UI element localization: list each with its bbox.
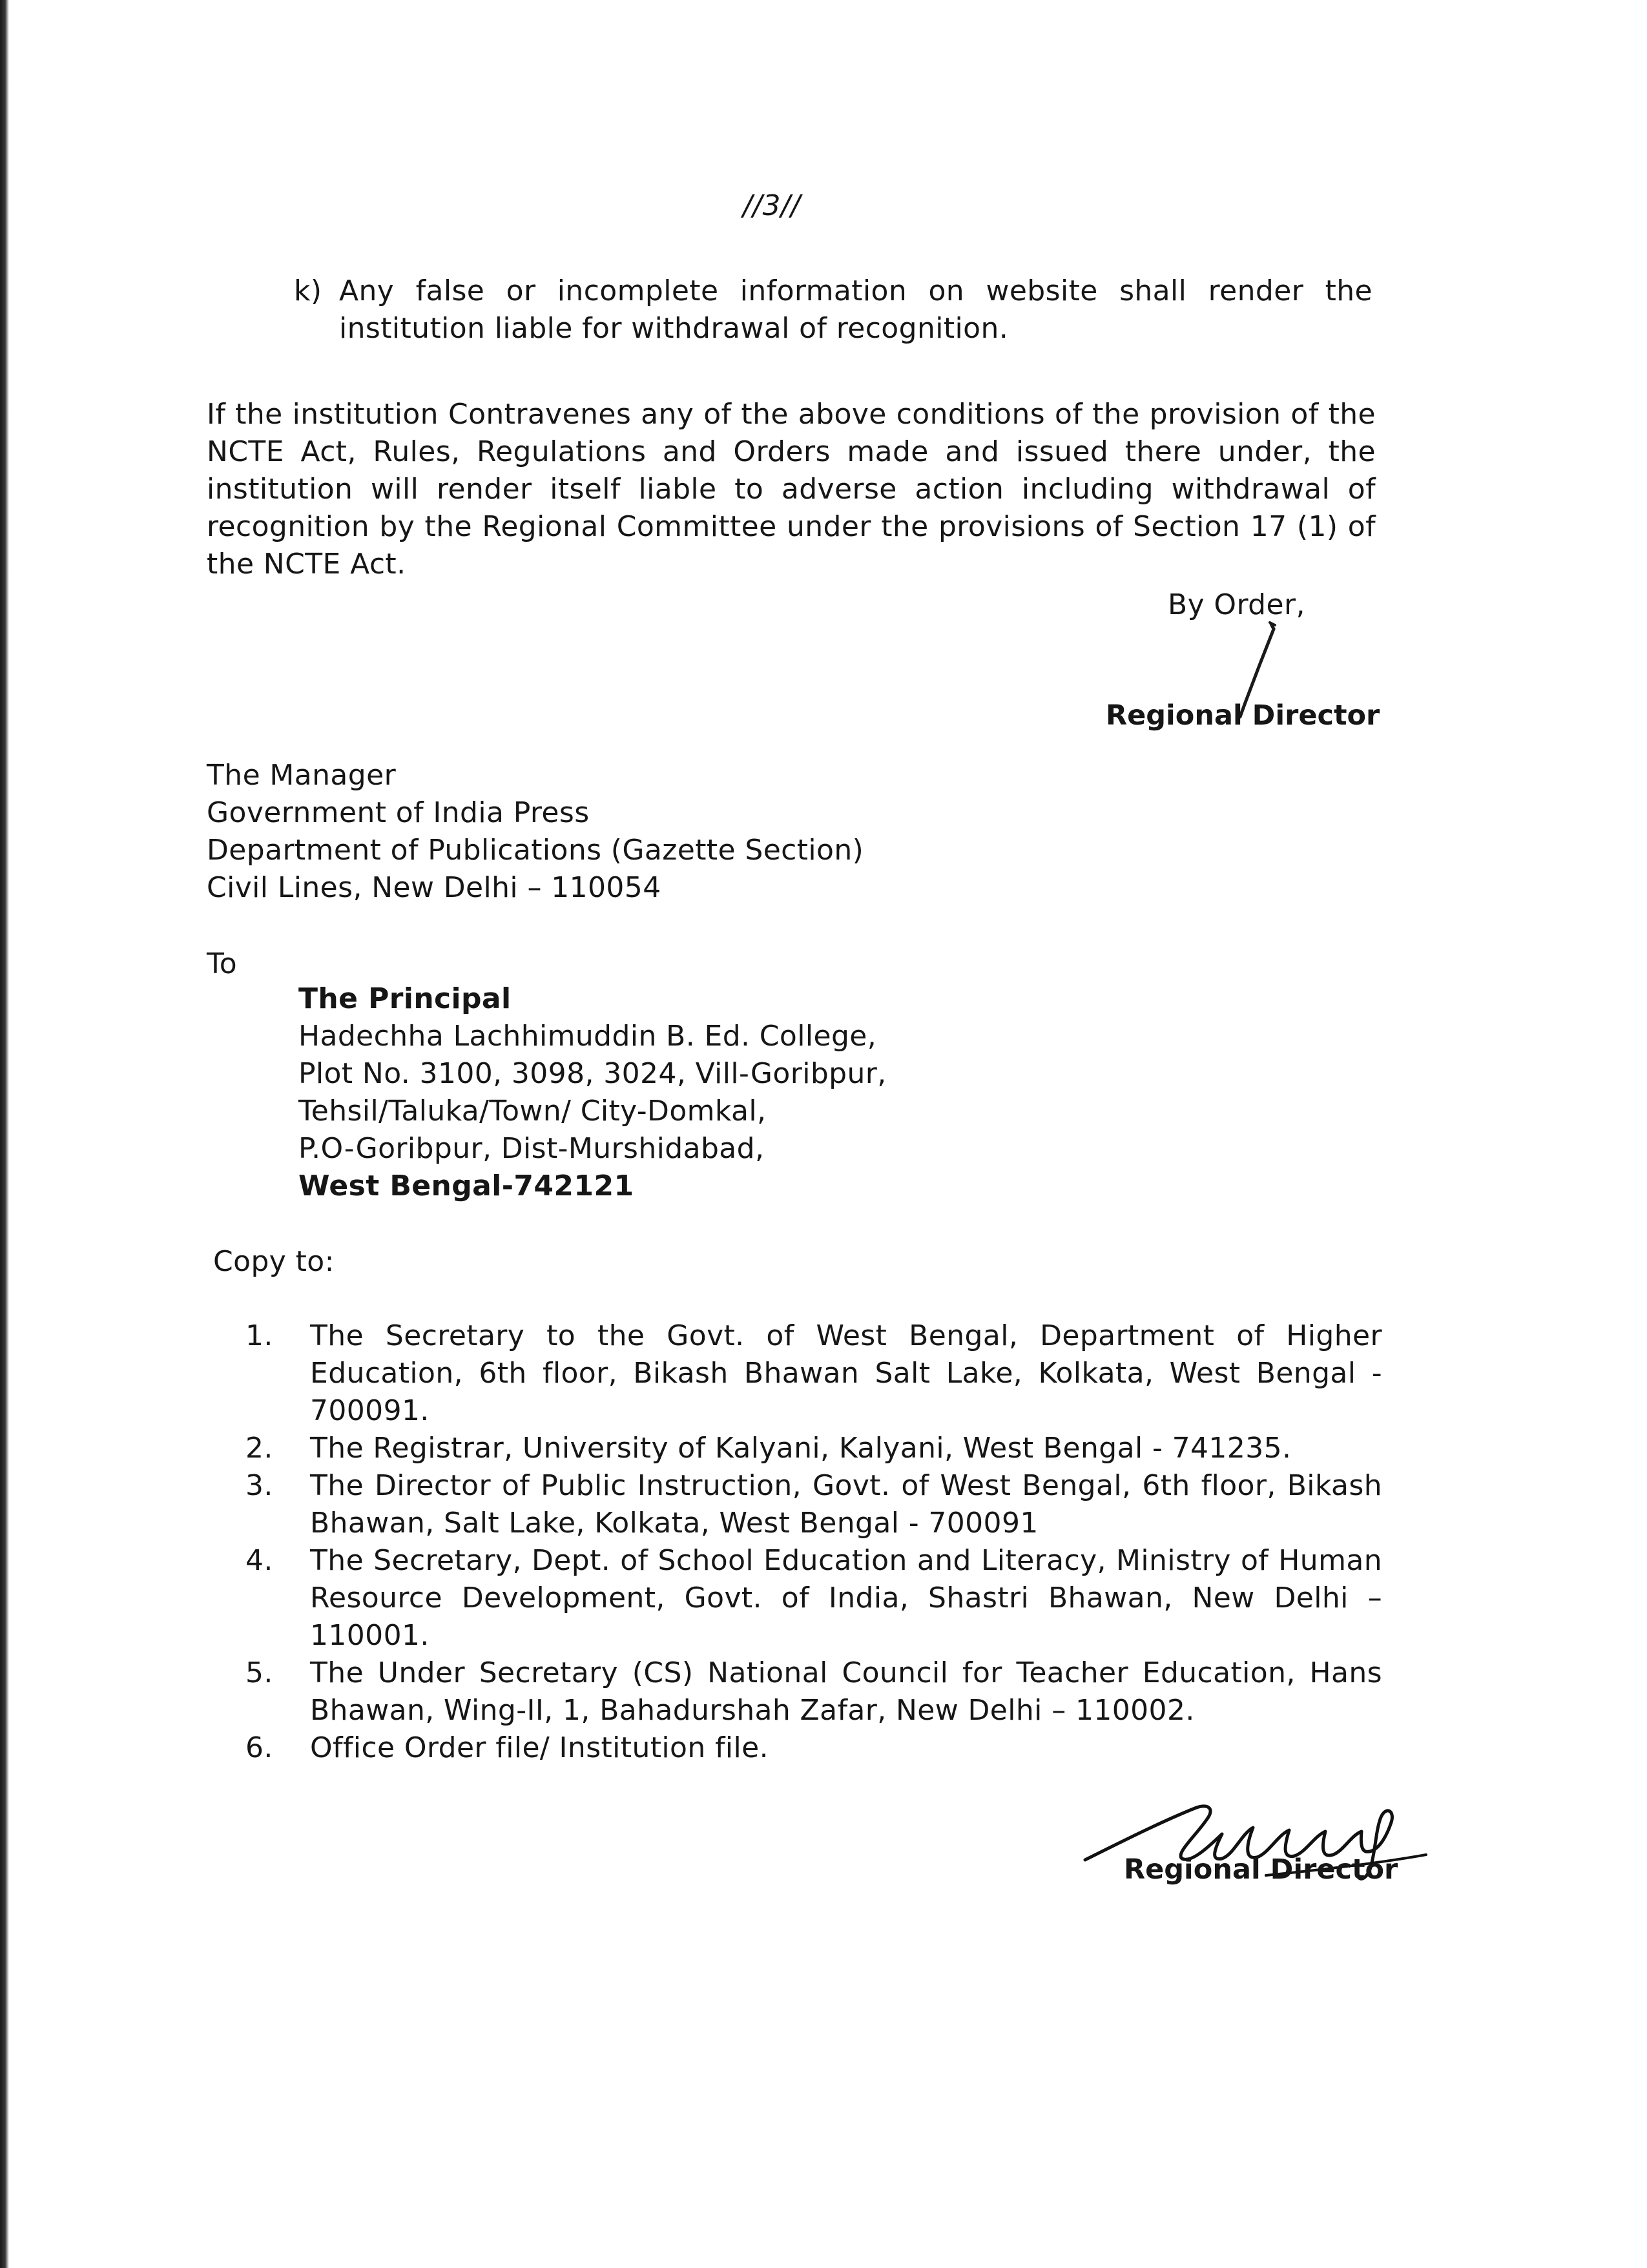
page-number: //3//	[743, 189, 801, 222]
copy-to-item	[245, 1317, 1382, 1430]
copy-to-item-number: 5.	[245, 1656, 273, 1689]
scan-page-edge	[0, 0, 9, 2268]
copy-to-label: Copy to:	[213, 1245, 335, 1278]
addressee-line: Tehsil/Taluka/Town/ City-Domkal,	[298, 1095, 767, 1128]
copy-to-item	[245, 1542, 1382, 1655]
recipient-line: Government of India Press	[207, 796, 590, 829]
copy-to-item-number: 1.	[245, 1319, 273, 1352]
copy-to-item	[245, 1655, 1382, 1729]
recipient-line: Department of Publications (Gazette Section)	[207, 834, 864, 867]
copy-to-item-text: The Secretary to the Govt. of West Bengal, Department of Higher Education, 6th floor, Bikash Bhawan Salt Lake, Kolkata, West Bengal - 700091.	[310, 1319, 1382, 1427]
copy-to-item-number: 3.	[245, 1469, 273, 1502]
copy-to-item	[245, 1430, 1382, 1467]
addressee-line: P.O-Goribpur, Dist-Murshidabad,	[298, 1132, 765, 1165]
contravention-paragraph: If the institution Contravenes any of the above conditions of the provision of the NCTE Act, Rules, Regulations and Orders made and issued there under, the institution will render itself liable to adverse action including withdrawal of recognition by the Regional Committee under the provisions of Section 17 (1) of the NCTE Act.	[207, 398, 1376, 581]
condition-text: Any false or incomplete information on website shall render the institution liable for withdrawal of recognition.	[339, 274, 1372, 345]
copy-to-item-number: 4.	[245, 1544, 273, 1577]
to-label: To	[207, 947, 238, 980]
copy-to-item-text: The Secretary, Dept. of School Education and Literacy, Ministry of Human Resource Development, Govt. of India, Shastri Bhawan, New Delhi – 110001.	[310, 1544, 1382, 1652]
copy-to-item	[245, 1467, 1382, 1542]
recipient-address	[207, 757, 864, 907]
signatory-title-top: Regional Director	[1106, 699, 1380, 732]
recipient-line: Civil Lines, New Delhi – 110054	[207, 871, 661, 904]
addressee-line: Plot No. 3100, 3098, 3024, Vill-Goribpur,	[298, 1057, 887, 1090]
condition-marker: k)	[294, 274, 322, 307]
addressee-state-pin: West Bengal-742121	[298, 1170, 634, 1202]
copy-to-item	[245, 1729, 1382, 1767]
copy-to-item-text: The Registrar, University of Kalyani, Kalyani, West Bengal - 741235.	[310, 1432, 1292, 1465]
copy-to-item-text: The Under Secretary (CS) National Council for Teacher Education, Hans Bhawan, Wing-II, 1, Bahadurshah Zafar, New Delhi – 110002.	[310, 1656, 1382, 1727]
copy-to-item-text: Office Order file/ Institution file.	[310, 1731, 769, 1764]
copy-to-list	[245, 1317, 1382, 1767]
addressee-line: Hadechha Lachhimuddin B. Ed. College,	[298, 1020, 877, 1053]
recipient-line: The Manager	[207, 759, 397, 792]
copy-to-item-text: The Director of Public Instruction, Govt. of West Bengal, 6th floor, Bikash Bhawan, Salt Lake, Kolkata, West Bengal - 700091	[310, 1469, 1382, 1540]
addressee-title: The Principal	[298, 982, 512, 1015]
signatory-title-bottom: Regional Director	[1124, 1853, 1398, 1886]
copy-to-item-number: 2.	[245, 1432, 273, 1465]
addressee-address	[298, 980, 887, 1205]
copy-to-item-number: 6.	[245, 1731, 273, 1764]
by-order-label: By Order,	[1168, 588, 1305, 621]
